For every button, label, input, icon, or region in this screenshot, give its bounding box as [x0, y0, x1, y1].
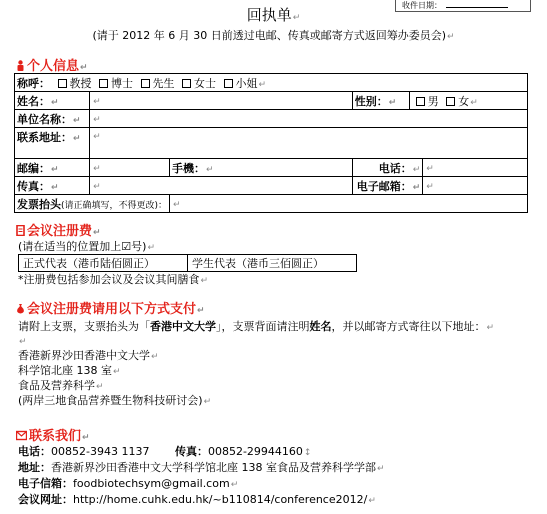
- invoice-row: [15, 195, 528, 213]
- option-professor: 教授: [69, 76, 92, 90]
- option-ms: 女士: [194, 76, 216, 90]
- fee-option-regular[interactable]: 正式代表（港币陆佰圆正）: [19, 255, 188, 272]
- fee-heading: 会议注册费↵: [16, 220, 101, 239]
- postcode-field[interactable]: ↵: [90, 159, 170, 177]
- org-field[interactable]: ↵: [90, 110, 528, 128]
- personal-info-heading: 个人信息↵: [16, 55, 88, 74]
- contact-email-label: 电子信箱：: [18, 477, 73, 490]
- money-bag-icon: [16, 303, 25, 314]
- name-field[interactable]: ↵: [90, 92, 353, 110]
- fee-instruction: (请在适当的位置加上☑号)↵: [18, 240, 155, 253]
- fee-options-table: [18, 254, 357, 272]
- document-icon: [16, 225, 25, 236]
- org-row: [15, 110, 528, 128]
- option-mr: 先生: [152, 76, 175, 90]
- contact-email-link[interactable]: foodbiotechsym@gmail.com: [73, 477, 230, 490]
- payment-address-line-4: (两岸三地食品营养暨生物科技研讨会)↵: [18, 394, 212, 407]
- contact-phone-label: 电话：: [18, 445, 51, 458]
- fee-option-student[interactable]: 学生代表（港币三佰圆正）: [188, 255, 357, 272]
- checkbox-male[interactable]: [416, 97, 425, 106]
- name-row: [15, 92, 528, 110]
- option-miss: 小姐: [235, 76, 258, 90]
- checkbox-mr[interactable]: [141, 79, 150, 88]
- fax-label: 传真：↵: [15, 177, 90, 195]
- invoice-label-cell: [15, 195, 170, 213]
- phone-field[interactable]: ↵: [423, 159, 528, 177]
- gender-cell: 男 女↵: [409, 92, 527, 110]
- email-field[interactable]: ↵: [423, 177, 528, 195]
- postcode-row: [15, 159, 528, 177]
- payment-address-line-3: 食品及营养科学↵: [18, 379, 104, 392]
- checkbox-doctor[interactable]: [99, 79, 108, 88]
- payee-name: 香港中文大学: [150, 320, 216, 333]
- contact-web-label: 会议网址：: [18, 493, 73, 506]
- option-doctor: 博士: [111, 76, 133, 90]
- checkbox-professor[interactable]: [58, 79, 67, 88]
- salutation-label: 称呼：: [17, 76, 50, 90]
- address-label: 联系地址：↵: [15, 128, 90, 159]
- contact-address-line: 地址：香港新界沙田香港中文大学科学馆北座 138 室食品及营养科学学部↵: [18, 461, 385, 474]
- envelope-icon: [16, 430, 27, 441]
- payment-address-line-2: 科学馆北座 138 室↵: [18, 364, 121, 377]
- contact-address-label: 地址：: [18, 461, 51, 474]
- option-male: 男: [427, 94, 439, 108]
- page-subtitle: (请于 2012 年 6 月 30 日前透过电邮、传真或邮寄方式返回筹办委员会)↵: [92, 29, 455, 42]
- address-field[interactable]: ↵: [90, 128, 528, 159]
- person-icon: [16, 60, 25, 71]
- org-label: 单位名称：↵: [15, 110, 90, 128]
- address-row: [15, 128, 528, 159]
- payment-blank-line: ↵: [19, 337, 27, 347]
- gender-label: 性别：↵: [352, 92, 409, 110]
- title-text: 回执单: [246, 6, 292, 24]
- received-date-label: 收件日期：: [402, 1, 442, 10]
- mobile-cell: 手機：↵: [170, 159, 353, 177]
- phone-label: 电话：: [378, 161, 412, 175]
- name-emphasis: 姓名: [309, 320, 332, 333]
- postcode-label: 邮编：↵: [15, 159, 90, 177]
- checkbox-miss[interactable]: [224, 79, 233, 88]
- checkbox-female[interactable]: [446, 97, 455, 106]
- contact-heading: 联系我们↵: [16, 425, 90, 444]
- contact-phone: 00852-3943 1137: [51, 445, 150, 458]
- salutation-row: [15, 74, 528, 92]
- contact-address: 香港新界沙田香港中文大学科学馆北座 138 室食品及营养科学学部: [51, 461, 376, 474]
- checkbox-ms[interactable]: [182, 79, 191, 88]
- email-label: 电子邮箱：↵: [352, 177, 423, 195]
- payment-instruction: 请附上支票，支票抬头为「香港中文大学」，支票背面请注明姓名，并以邮寄方式寄往以下地址：↵: [18, 320, 495, 333]
- payment-heading: 会议注册费请用以下方式支付↵: [16, 298, 205, 317]
- invoice-label: 发票抬头: [17, 197, 61, 211]
- personal-heading-text: 个人信息: [27, 59, 80, 74]
- salutation-cell: 称呼： 教授 博士 先生 女士 小姐↵: [15, 74, 528, 92]
- contact-email-line: 电子信箱：foodbiotechsym@gmail.com↵: [18, 477, 239, 490]
- invoice-note: (请正确填写，不得更改)：: [61, 200, 168, 211]
- page-title: 回执单↵: [246, 6, 301, 24]
- payment-heading-text: 会议注册费请用以下方式支付: [27, 302, 197, 317]
- contact-fax: 00852-29944160: [207, 445, 303, 458]
- fee-heading-text: 会议注册费: [27, 224, 93, 239]
- invoice-field[interactable]: ↵: [170, 195, 528, 213]
- option-female: 女: [458, 94, 470, 108]
- contact-fax-label: 传真：: [174, 445, 208, 458]
- contact-heading-text: 联系我们: [29, 429, 82, 444]
- fee-note: *注册费包括参加会议及会议其间膳食↵: [18, 273, 209, 286]
- personal-info-form: [14, 73, 528, 213]
- mobile-field[interactable]: 电话：↵: [352, 159, 423, 177]
- fax-field[interactable]: ↵: [90, 177, 353, 195]
- subtitle-text: (请于 2012 年 6 月 30 日前透过电邮、传真或邮寄方式返回筹办委员会): [92, 29, 446, 42]
- fax-row: [15, 177, 528, 195]
- payment-address-line-1: 香港新界沙田香港中文大学↵: [18, 349, 159, 362]
- name-label: 姓名：↵: [15, 92, 90, 110]
- contact-web-link[interactable]: http://home.cuhk.edu.hk/~b110814/conference2012/: [73, 493, 368, 506]
- mobile-label: 手機：: [172, 161, 206, 175]
- contact-web-line: 会议网址：http://home.cuhk.edu.hk/~b110814/conference2012/↵: [18, 493, 376, 506]
- contact-phone-fax-line: 电话：00852-3943 1137 传真：00852-29944160↕: [18, 445, 312, 458]
